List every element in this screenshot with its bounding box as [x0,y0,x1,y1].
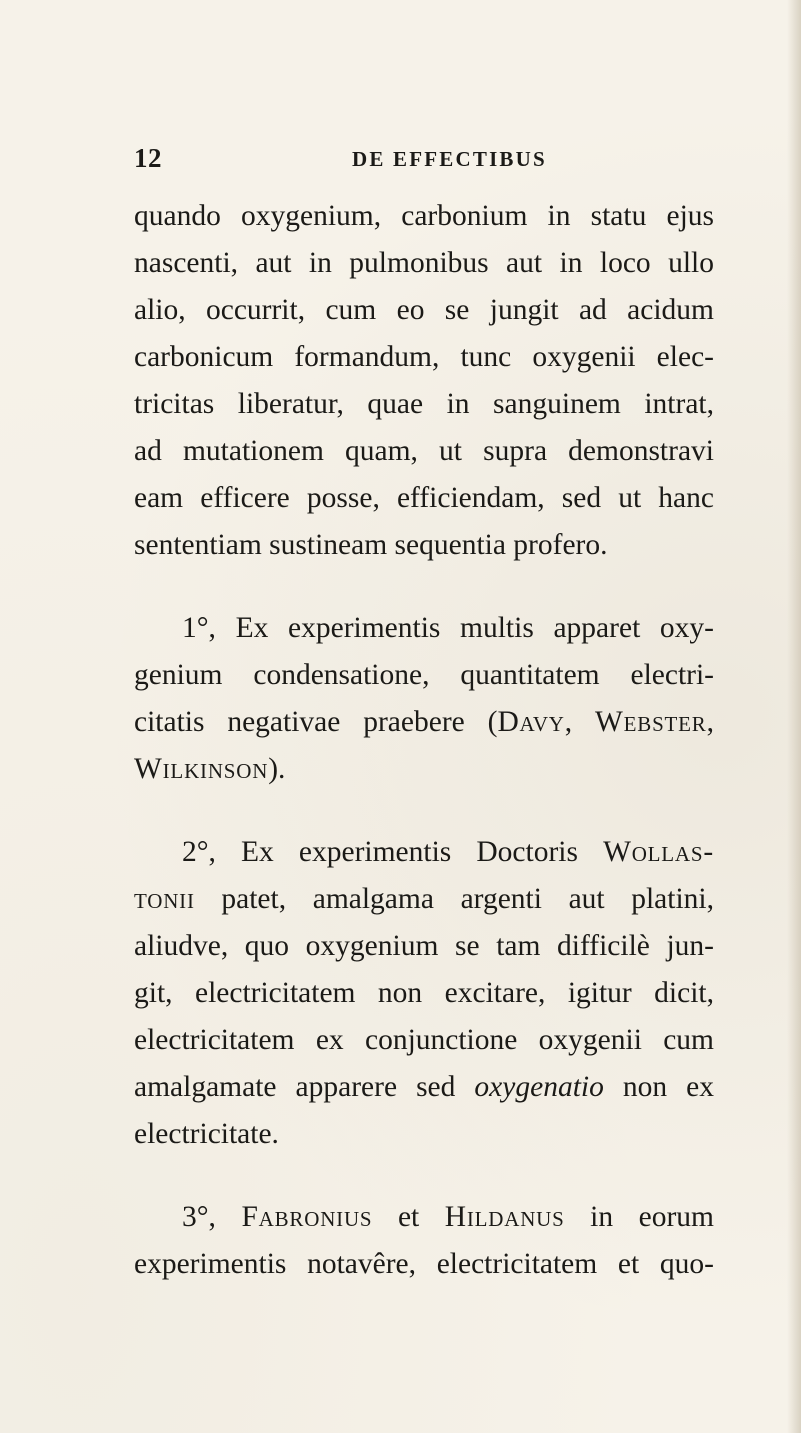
text-line: electricitatem ex conjunctione oxygenii cum [134,1024,714,1056]
italic-term: oxygenatio [474,1071,604,1103]
paragraph-3 [134,829,714,1158]
text-span: non ex [603,1071,714,1103]
text-line [134,1064,714,1111]
text-span: in eorum [564,1201,714,1233]
text-line: ad mutationem quam, ut supra demonstravi [134,435,714,467]
author-name-webster: Webster [595,706,707,738]
text-line: carbonicum formandum, tunc oxygenii elec- [134,341,714,373]
text-line: git, electricitatem non excitare, igitur dicit, [134,977,714,1009]
author-name-wollastonii: Wollas- [603,836,714,868]
paragraph-1 [134,193,714,569]
text-line [134,1194,714,1241]
text-span: ). [268,753,286,785]
text-span: , [706,706,714,738]
page-edge-shadow [787,0,801,1433]
author-name-fabronius: Fabronius [241,1201,373,1233]
text-line: experimentis notavêre, electricitatem et quo- [134,1248,714,1280]
text-line: quando oxygenium, carbonium in statu ejus [134,200,714,232]
text-span: patet, amalgama argenti aut platini, [194,883,714,915]
text-span: 2°, Ex experimentis Doctoris [182,836,604,868]
author-name-wilkinson: Wilkinson [134,753,269,785]
text-span: amalgamate apparere sed [134,1071,475,1103]
paragraph-gap [134,1158,714,1194]
author-name-wollastonii-cont: tonii [134,883,195,915]
text-span: , [564,706,595,738]
paragraph-4 [134,1194,714,1288]
text-line [134,829,714,876]
text-line: sententiam sustineam sequentia profero. [134,529,608,561]
running-header [134,143,694,179]
text-line [134,876,714,923]
text-span: citatis negativae praebere ( [134,706,498,738]
page-number: 12 [134,143,162,173]
author-name-davy: Davy [497,706,565,738]
paragraph-gap [134,793,714,829]
running-title: DE EFFECTIBUS [352,147,547,171]
body-text [134,193,714,1288]
paragraph-gap [134,569,714,605]
paragraph-2 [134,605,714,793]
text-line: aliudve, quo oxygenium se tam difficilè jun- [134,930,714,962]
text-line: tricitas liberatur, quae in sanguinem intrat, [134,388,714,420]
text-line: genium condensatione, quantitatem electri- [134,659,714,691]
text-line [134,699,714,746]
text-line: eam efficere posse, efficiendam, sed ut hanc [134,482,714,514]
text-line [134,746,714,793]
text-line: electricitate. [134,1118,279,1150]
text-span: 3°, [182,1201,242,1233]
author-name-hildanus: Hildanus [444,1201,565,1233]
text-line: alio, occurrit, cum eo se jungit ad acidum [134,294,714,326]
text-span: et [372,1201,445,1233]
text-line: nascenti, aut in pulmonibus aut in loco ullo [134,247,714,279]
text-line: 1°, Ex experimentis multis apparet oxy- [182,612,714,644]
